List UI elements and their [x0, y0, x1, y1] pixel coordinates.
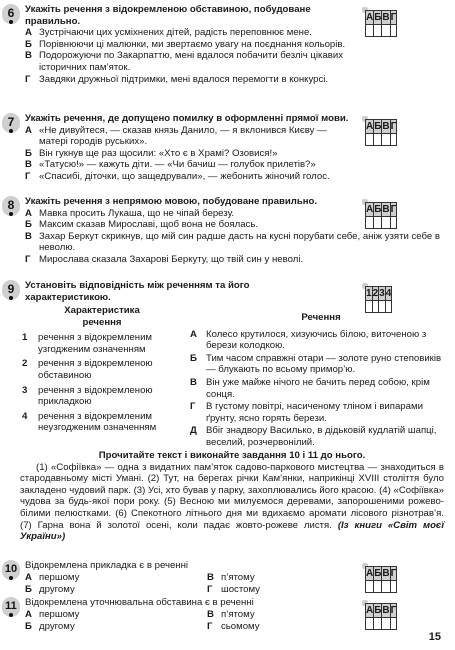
question-number: 10	[2, 560, 20, 580]
characteristic-2: 2 речення з відокремленою обставиною	[22, 358, 153, 381]
answer-cell[interactable]	[390, 25, 397, 37]
option-c: В Захар Беркут скрикнув, що мій син радше дасть на кусні порубати себе, аніж узяти себе в неволю.	[25, 230, 441, 254]
right-column-header: Речення	[301, 312, 341, 323]
answer-cell[interactable]	[374, 134, 382, 146]
question-stem: Відокремлена уточнювальна обставина є в реченні	[25, 597, 254, 608]
answer-grid	[362, 7, 397, 23]
grid-header-a: А	[366, 567, 374, 579]
grid-header-a: А	[366, 11, 374, 23]
question-text	[25, 196, 441, 266]
answer-cell[interactable]	[366, 134, 374, 146]
option-a: А першому	[25, 608, 80, 620]
question-stem: Укажіть речення з непрямою мовою, побудоване правильно.	[25, 196, 318, 207]
answer-grid	[362, 116, 397, 132]
grid-header-c: В	[382, 11, 390, 23]
option-a: А «Не дивуйтеся, — сказав князь Данило, — я вклонився Києву — матері городів руських».	[25, 124, 327, 148]
page-number: 15	[428, 631, 441, 643]
answer-cell[interactable]	[382, 217, 390, 229]
option-b: Б Порівнюючи ці малюнки, ми звертаємо увагу на поєднання кольорів.	[25, 38, 346, 50]
answer-cell[interactable]	[374, 25, 382, 37]
answer-cell[interactable]	[382, 134, 390, 146]
grid-header-b: Б	[374, 11, 382, 23]
answer-cell[interactable]	[366, 217, 374, 229]
grid-header-d: Г	[390, 203, 397, 215]
question-number: 7	[2, 113, 20, 133]
option-b: Б другому	[25, 583, 75, 595]
grid-header-c: В	[382, 604, 390, 616]
answer-cell[interactable]	[390, 618, 397, 630]
option-c: В п’ятому	[207, 608, 255, 620]
sentence-b: Б Тим часом справжні отари — золоте руно степовиків — блукають по всьому примор’ю.	[190, 352, 442, 376]
grid-header-b: Б	[374, 567, 382, 579]
sentence-a: А Колесо крутилося, хизуючись білою, виточеною з берези колодкою.	[190, 328, 427, 352]
answer-cell[interactable]	[382, 618, 390, 630]
grid-header-d: Г	[390, 120, 397, 132]
reading-text: (1) «Софіївка» — одна з видатних пам’яток садово-паркового мистецтва — знаходиться в стародавньому місті Умані. (2) Тут, на берегах річки Кам’янки, наприкінці XVIII століття було закладено чудовий парк. (3) Усі, хто бував у парку, захоплювались його красою. (4) «Софіївка» чудова за будь-якої пори року. (5) Весною ми милуємося деревами, запорошеними рожево-білими пелюстками. (6) Спекотного літнього дня ми вдихаємо аромати лісового різнотрав’я. (7) Гарна вона й золотої осені, коли падає жовто-рожеве листя. (Із книги «Світ моєї України»)	[20, 461, 444, 543]
answer-cell[interactable]	[390, 217, 397, 229]
sentence-c: В Він уже майже нічого не бачить перед собою, крім сонця.	[190, 376, 430, 400]
left-column-header: Характеристика речення	[64, 305, 140, 328]
option-c: В Подорожуючи по Закарпаттю, мені вдалося побачити безліч цікавих історичних пам’яток.	[25, 50, 344, 73]
grid-header-4: 4	[385, 287, 392, 299]
grid-header-c: В	[382, 203, 390, 215]
grid-header-3: 3	[379, 287, 385, 299]
option-b: Б Він гукнув ще раз щосили: «Хто є в Храмі? Озовися!»	[25, 147, 278, 159]
option-b: Б другому	[25, 620, 75, 632]
grid-header-b: Б	[374, 203, 382, 215]
characteristic-1: 1 речення з відокремленим узгодженим означенням	[22, 332, 153, 355]
characteristic-3: 3 речення з відокремленою прикладкою	[22, 384, 153, 408]
answer-cell[interactable]	[382, 581, 390, 593]
question-number: 6	[2, 4, 20, 24]
option-d: Г сьомому	[207, 620, 260, 632]
option-a: А Зустрічаючи цих усміхнених дітей, радість переповнює мене.	[25, 27, 312, 39]
question-text	[25, 4, 355, 85]
reading-title: Прочитайте текст і виконайте завдання 10 і 11 до нього.	[98, 450, 366, 461]
question-number: 8	[2, 196, 20, 216]
option-b: Б Максим сказав Мирославі, щоб вона не боялась.	[25, 219, 259, 231]
grid-header-c: В	[382, 567, 390, 579]
reading-passage	[20, 450, 444, 543]
question-number: 9	[2, 280, 20, 300]
grid-header-a: А	[366, 604, 374, 616]
grid-header-a: А	[366, 203, 374, 215]
answer-cell[interactable]	[366, 618, 374, 630]
question-stem: Установіть відповідність між реченням та його характеристикою.	[25, 280, 250, 303]
answer-grid	[362, 283, 392, 299]
answer-grid	[362, 563, 397, 579]
grid-header-d: Г	[390, 11, 397, 23]
option-a: А першому	[25, 571, 80, 583]
grid-header-a: А	[366, 120, 374, 132]
sentences-column	[190, 305, 452, 450]
option-a: А Мавка просить Лукаша, що не чіпай березу.	[25, 207, 235, 219]
option-d: Г «Спасибі, діточки, що защедрували», — жебонить жіночий голос.	[25, 170, 330, 182]
reading-source: (Із книги «Світ моєї України»)	[20, 519, 444, 543]
answer-cell[interactable]	[366, 25, 374, 37]
grid-header-d: Г	[390, 604, 397, 616]
answer-cell[interactable]	[374, 581, 382, 593]
option-d: Г Завдяки дружньої підтримки, мені вдалося перемогти в конкурсі.	[25, 73, 329, 85]
question-number: 11	[2, 597, 20, 617]
question-text	[25, 560, 345, 596]
answer-cell[interactable]	[374, 618, 382, 630]
grid-header-d: Г	[390, 567, 397, 579]
option-d: Г шостому	[207, 583, 260, 595]
sentence-d: Г В густому повітрі, насиченому тліном і випарами ґрунту, ясно горять берези.	[190, 401, 423, 424]
question-text	[25, 280, 335, 303]
answer-grid	[362, 600, 397, 616]
grid-header-1: 1	[366, 287, 372, 299]
question-stem: Укажіть речення з відокремленою обставиною, побудоване правильно.	[25, 4, 311, 27]
option-c: В п’ятому	[207, 571, 255, 583]
option-c: В «Татусю!» — кажуть діти. — «Чи бачиш — голубок прилетів?»	[25, 159, 316, 171]
grid-header-b: Б	[374, 604, 382, 616]
characteristic-4: 4 речення з відокремленим неузгодженим означенням	[22, 410, 157, 434]
grid-header-b: Б	[374, 120, 382, 132]
answer-grid	[362, 199, 397, 215]
question-text	[25, 113, 355, 183]
option-d: Г Мирослава сказала Захарові Беркуту, що твій син у неволі.	[25, 253, 304, 265]
answer-cell[interactable]	[366, 581, 374, 593]
answer-cell[interactable]	[374, 217, 382, 229]
grid-header-2: 2	[372, 287, 379, 299]
answer-cell[interactable]	[382, 25, 390, 37]
grid-header-c: В	[382, 120, 390, 132]
answer-cell[interactable]	[390, 134, 397, 146]
question-stem: Укажіть речення, де допущено помилку в оформленні прямої мови.	[25, 113, 349, 124]
question-text	[25, 597, 345, 633]
answer-cell[interactable]	[390, 581, 397, 593]
sentence-e: Д Вбіг знадвору Василько, в дідьковій кудлатій шапці, веселий, розчервонілий.	[190, 425, 437, 448]
question-stem: Відокремлена прикладка є в реченні	[25, 560, 189, 571]
characteristics-column	[22, 305, 182, 435]
